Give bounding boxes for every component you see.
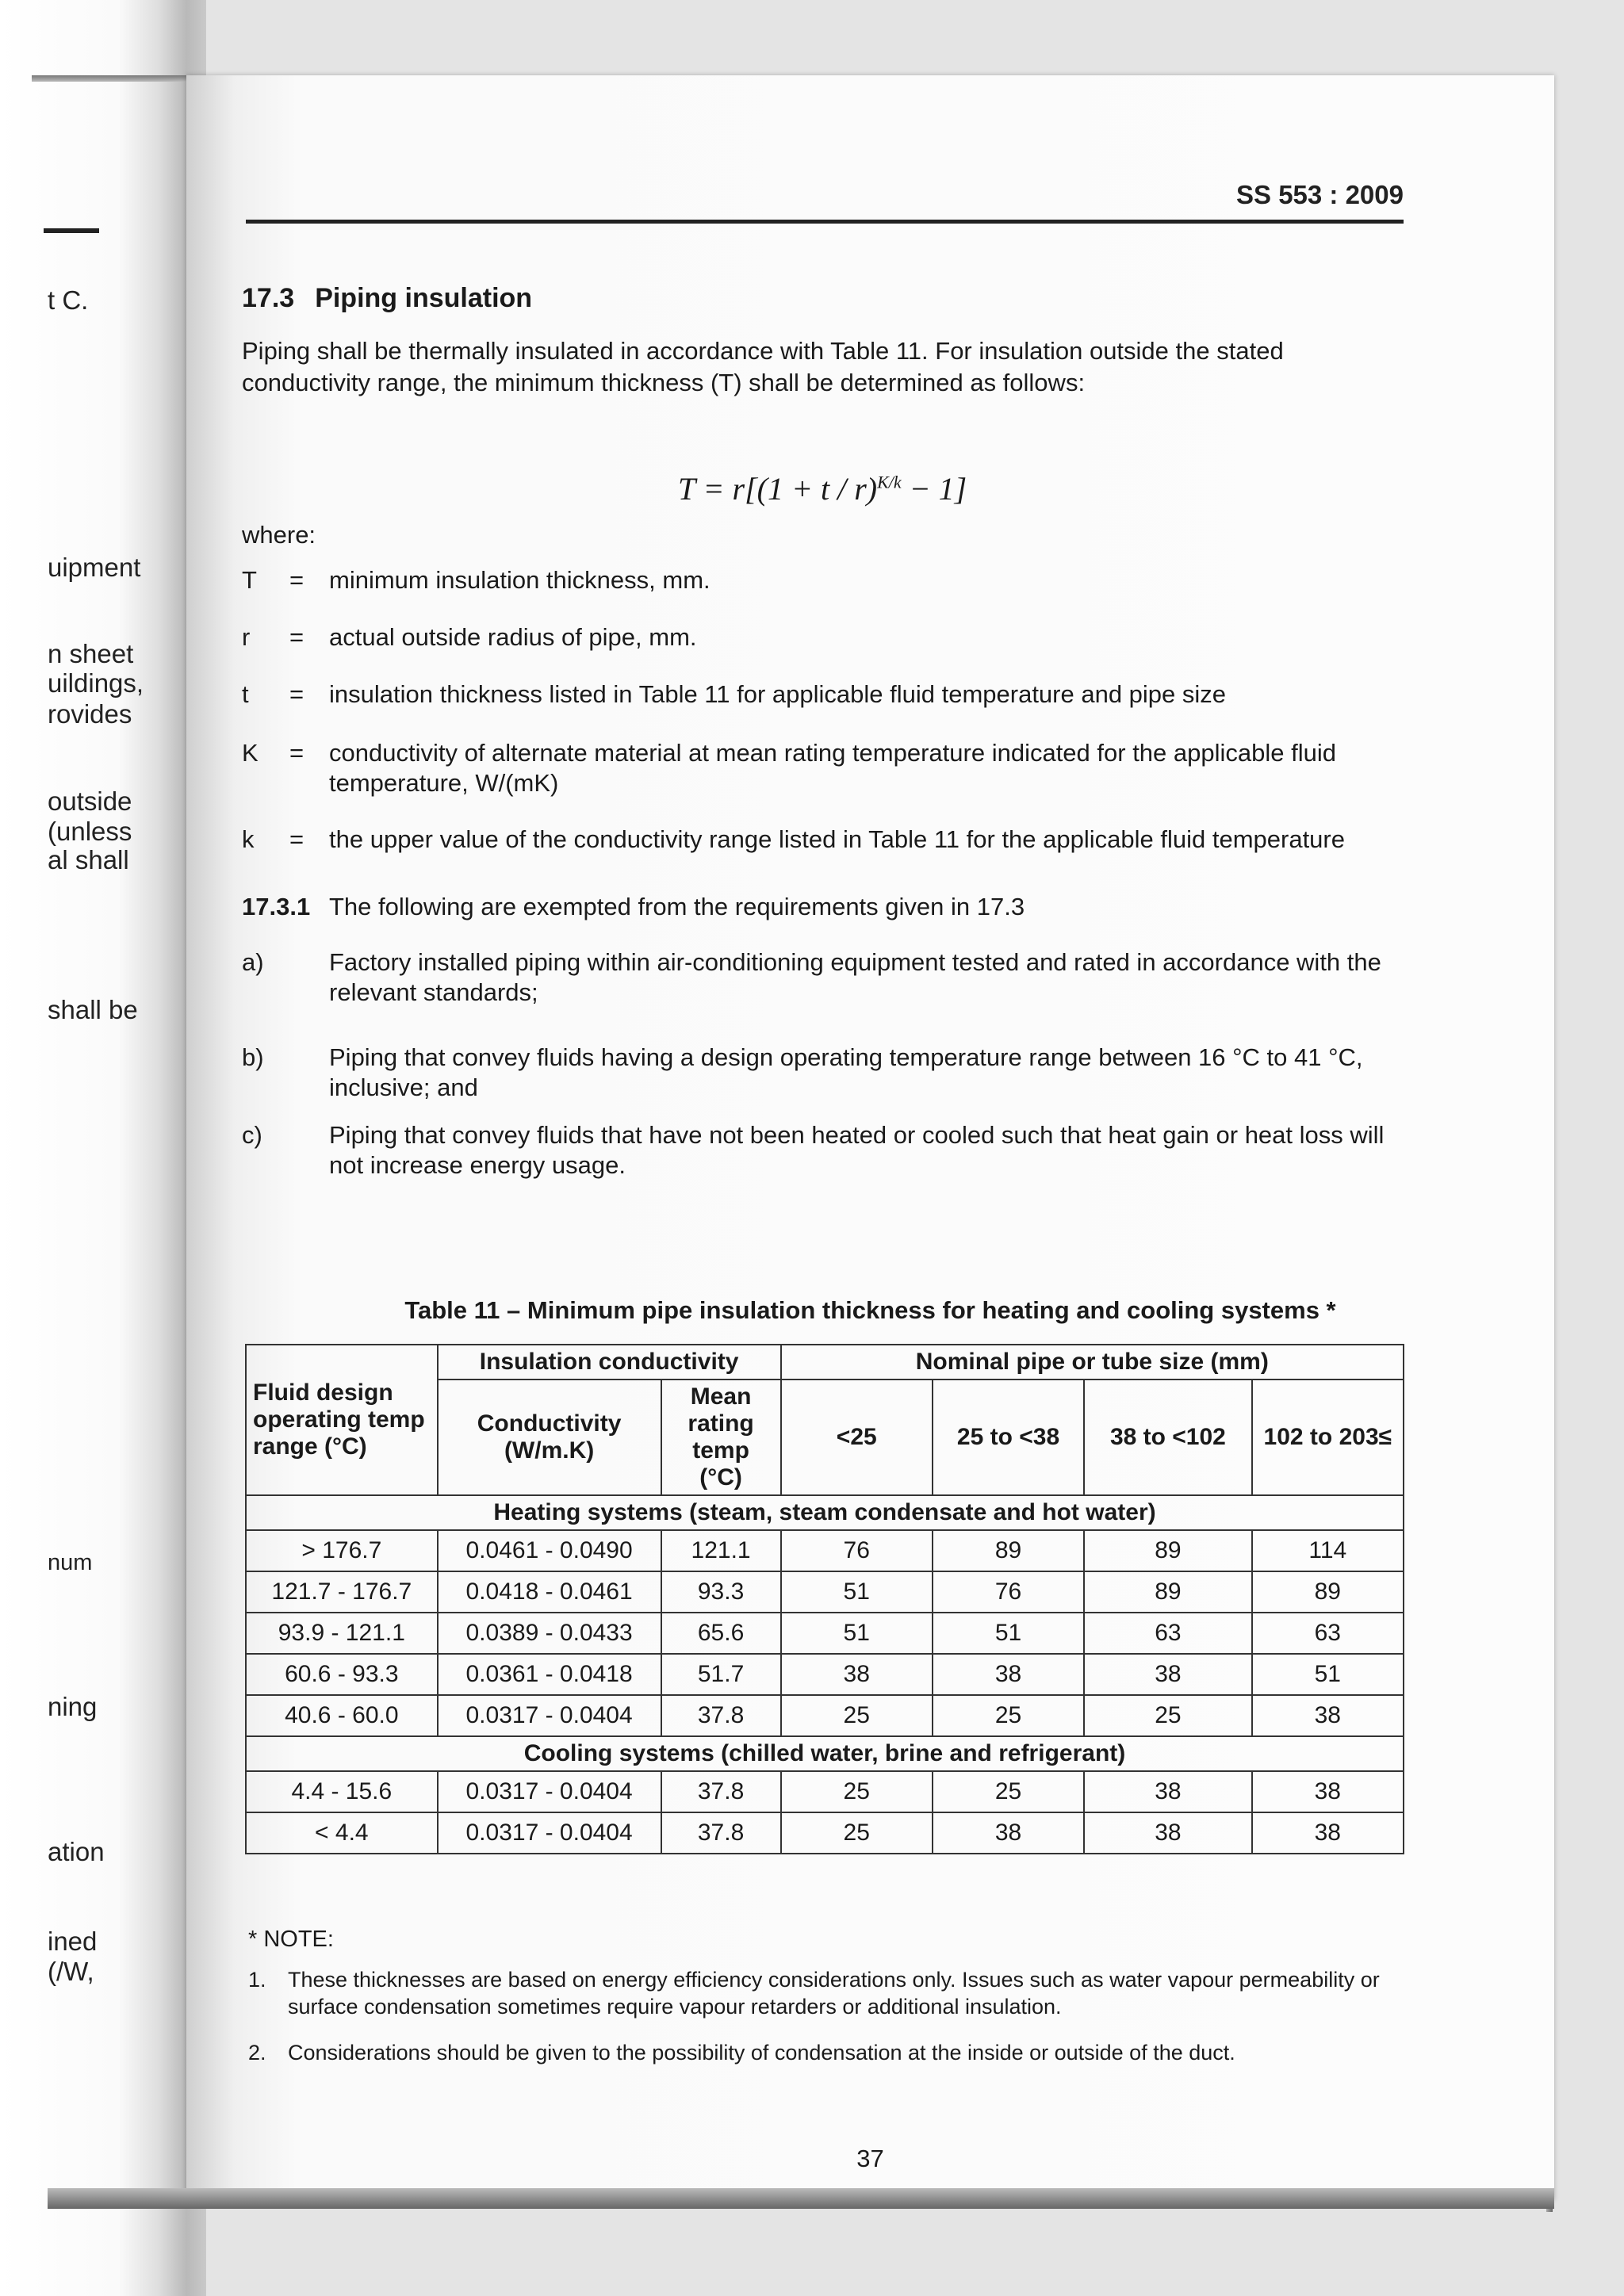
table-row xyxy=(246,1695,1404,1736)
book-spine-shadow xyxy=(0,0,206,2296)
size-header: 25 to <38 xyxy=(933,1380,1084,1495)
table-cell: 38 xyxy=(781,1654,933,1695)
prev-page-fragment: ning xyxy=(48,1692,98,1721)
table-row xyxy=(246,1571,1404,1613)
prev-page-fragment: al shall xyxy=(48,845,129,874)
subsection-number: 17.3.1 xyxy=(242,893,311,920)
table-row xyxy=(246,1812,1404,1854)
prev-page-fragment: (unless xyxy=(48,817,132,846)
section-number: 17.3 xyxy=(242,283,295,313)
definition-equals: = xyxy=(289,825,304,853)
table-cell: 63 xyxy=(1084,1613,1251,1654)
fluid-temp-header: Fluid design operating temp range (°C) xyxy=(246,1345,438,1495)
cooling-rows xyxy=(246,1771,1404,1854)
cooling-systems-label: Cooling systems (chilled water, brine and refrigerant) xyxy=(246,1736,1404,1771)
table-row xyxy=(246,1771,1404,1812)
exemption-key: a) xyxy=(242,948,264,976)
table-cell: 25 xyxy=(781,1695,933,1736)
size-header: 38 to <102 xyxy=(1084,1380,1251,1495)
prev-page-fragment: uildings, xyxy=(48,668,144,698)
definition-equals: = xyxy=(289,680,304,708)
table-cell: 37.8 xyxy=(661,1771,781,1812)
note-text: These thicknesses are based on energy efficiency considerations only. Issues such as water vapour permeability or surface condensation sometimes require vapour retarders or additional insulation. xyxy=(288,1968,1380,2019)
table-cell: 25 xyxy=(933,1695,1084,1736)
definition-equals: = xyxy=(289,623,304,651)
intro-paragraph: Piping shall be thermally insulated in accordance with Table 11. For insulation outside the stated conductivity range, the minimum thickness (T) shall be determined as follows: xyxy=(242,337,1284,396)
table-cell: 0.0461 - 0.0490 xyxy=(438,1530,661,1571)
table-cell: 37.8 xyxy=(661,1695,781,1736)
table-cell: 51 xyxy=(1252,1654,1404,1695)
definition-symbol: t xyxy=(242,680,249,708)
conductivity-header: Conductivity (W/m.K) xyxy=(438,1380,661,1495)
definition-symbol: r xyxy=(242,623,251,651)
table-cell: 25 xyxy=(933,1771,1084,1812)
table-cell: 63 xyxy=(1252,1613,1404,1654)
prev-page-rule xyxy=(44,228,99,233)
table-cell: < 4.4 xyxy=(246,1812,438,1854)
table-cell: 89 xyxy=(1084,1530,1251,1571)
table-cell: 25 xyxy=(781,1771,933,1812)
prev-page-fragment: uipment xyxy=(48,553,141,582)
table-cell: 38 xyxy=(933,1654,1084,1695)
table-cell: 114 xyxy=(1252,1530,1404,1571)
document-page xyxy=(186,75,1554,2200)
table-cell: 60.6 - 93.3 xyxy=(246,1654,438,1695)
thickness-formula xyxy=(678,470,967,507)
table-cell: 93.3 xyxy=(661,1571,781,1613)
table-cell: 38 xyxy=(1084,1771,1251,1812)
table-cell: 38 xyxy=(1084,1812,1251,1854)
note-text: Considerations should be given to the possibility of condensation at the inside or outside of the duct. xyxy=(288,2041,1235,2064)
note-number: 1. xyxy=(248,1968,266,1992)
page-number: 37 xyxy=(856,2145,884,2172)
formula-exponent: K/k xyxy=(877,472,902,492)
prev-page-fragment: t C. xyxy=(48,285,89,315)
table-cell: 38 xyxy=(1252,1771,1404,1812)
size-header: <25 xyxy=(781,1380,933,1495)
exemption-key: b) xyxy=(242,1043,264,1071)
definition-text: minimum insulation thickness, mm. xyxy=(329,566,710,594)
table-cell: 38 xyxy=(933,1812,1084,1854)
prev-page-fragment: num xyxy=(48,1550,93,1575)
table-cell: 0.0361 - 0.0418 xyxy=(438,1654,661,1695)
formula-tail: − 1] xyxy=(901,471,967,507)
definition-equals: = xyxy=(289,739,304,767)
table-row xyxy=(246,1654,1404,1695)
table-cell: 121.1 xyxy=(661,1530,781,1571)
prev-page-fragment: (/W, xyxy=(48,1957,94,1986)
size-header: 102 to 203≤ xyxy=(1252,1380,1404,1495)
table-cell: 89 xyxy=(1252,1571,1404,1613)
table-cell: 121.7 - 176.7 xyxy=(246,1571,438,1613)
definition-text: the upper value of the conductivity range listed in Table 11 for the applicable fluid temperature xyxy=(329,825,1345,853)
definition-text: actual outside radius of pipe, mm. xyxy=(329,623,697,651)
exemption-text: Factory installed piping within air-conditioning equipment tested and rated in accordance with the relevant standards; xyxy=(329,948,1381,1006)
note-heading: * NOTE: xyxy=(248,1927,334,1952)
table-cell: 0.0317 - 0.0404 xyxy=(438,1771,661,1812)
definition-symbol: K xyxy=(242,739,259,767)
header-rule xyxy=(246,220,1404,224)
table-cell: 51 xyxy=(781,1613,933,1654)
definition-equals: = xyxy=(289,566,304,594)
table-row xyxy=(246,1530,1404,1571)
table-cell: 76 xyxy=(933,1571,1084,1613)
definition-symbol: k xyxy=(242,825,255,853)
table-cell: 25 xyxy=(781,1812,933,1854)
table-cell: 38 xyxy=(1084,1654,1251,1695)
heating-systems-label: Heating systems (steam, steam condensate and hot water) xyxy=(246,1495,1404,1530)
heating-rows xyxy=(246,1530,1404,1736)
table-cell: 89 xyxy=(1084,1571,1251,1613)
definition-text: insulation thickness listed in Table 11 for applicable fluid temperature and pipe size xyxy=(329,680,1227,708)
table-cell: 0.0317 - 0.0404 xyxy=(438,1695,661,1736)
mean-temp-header: Mean rating temp (°C) xyxy=(661,1380,781,1495)
table-cell: > 176.7 xyxy=(246,1530,438,1571)
document-code: SS 553 : 2009 xyxy=(1236,180,1404,209)
table-cell: 51.7 xyxy=(661,1654,781,1695)
insulation-group-header: Insulation conductivity xyxy=(438,1345,781,1380)
table-cell: 4.4 - 15.6 xyxy=(246,1771,438,1812)
table-cell: 51 xyxy=(933,1613,1084,1654)
insulation-table xyxy=(245,1344,1404,1854)
table-cell: 25 xyxy=(1084,1695,1251,1736)
table-cell: 93.9 - 121.1 xyxy=(246,1613,438,1654)
prev-page-fragment: rovides xyxy=(48,699,132,729)
table-cell: 0.0418 - 0.0461 xyxy=(438,1571,661,1613)
table-row xyxy=(246,1613,1404,1654)
table-cell: 51 xyxy=(781,1571,933,1613)
formula-main: T = r[(1 + t / r) xyxy=(678,471,878,507)
section-title: Piping insulation xyxy=(315,283,533,313)
prev-page-fragment: ation xyxy=(48,1837,105,1866)
prev-page-fragment: shall be xyxy=(48,995,138,1024)
note-number: 2. xyxy=(248,2041,266,2064)
definition-text: conductivity of alternate material at mean rating temperature indicated for the applicable fluid temperature, W/(mK) xyxy=(329,739,1336,797)
where-label: where: xyxy=(242,521,316,549)
prev-page-fragment: n sheet xyxy=(48,639,134,668)
page-bottom-edge xyxy=(48,2188,1554,2209)
subsection-text: The following are exempted from the requirements given in 17.3 xyxy=(329,893,1025,920)
table-cell: 0.0317 - 0.0404 xyxy=(438,1812,661,1854)
table-caption: Table 11 – Minimum pipe insulation thickness for heating and cooling systems * xyxy=(404,1296,1336,1324)
table-cell: 40.6 - 60.0 xyxy=(246,1695,438,1736)
table-cell: 38 xyxy=(1252,1812,1404,1854)
table-cell: 76 xyxy=(781,1530,933,1571)
definition-symbol: T xyxy=(242,566,257,594)
pipe-size-group-header: Nominal pipe or tube size (mm) xyxy=(781,1345,1404,1380)
exemption-text: Piping that convey fluids having a design operating temperature range between 16 °C to 41 °C, inclusive; and xyxy=(329,1043,1363,1101)
exemption-key: c) xyxy=(242,1121,262,1149)
prev-page-fragment: outside xyxy=(48,786,132,816)
table-cell: 89 xyxy=(933,1530,1084,1571)
exemption-text: Piping that convey fluids that have not been heated or cooled such that heat gain or heat loss will not increase energy usage. xyxy=(329,1121,1385,1179)
table-cell: 38 xyxy=(1252,1695,1404,1736)
table-cell: 37.8 xyxy=(661,1812,781,1854)
table-cell: 65.6 xyxy=(661,1613,781,1654)
table-cell: 0.0389 - 0.0433 xyxy=(438,1613,661,1654)
section-heading xyxy=(242,283,532,314)
prev-page-fragment: ined xyxy=(48,1927,98,1956)
